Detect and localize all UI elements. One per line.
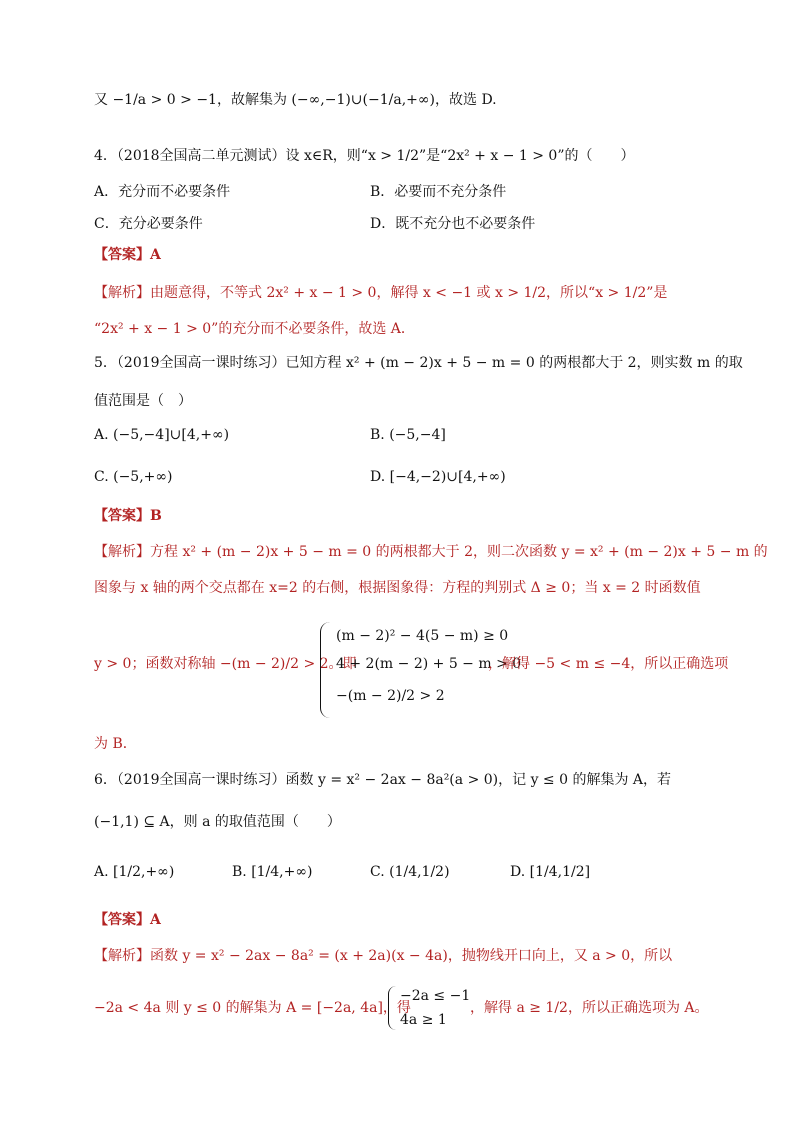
- q4-explanation-line2: “2x² + x − 1 > 0”的充分而不必要条件，故选 A．: [94, 321, 415, 337]
- q6-option-b: B. [1/4,+∞): [232, 864, 313, 880]
- q5-explanation-line5: 为 B．: [94, 736, 137, 752]
- q4-option-d: D．既不充分也不必要条件: [370, 216, 536, 232]
- system-eq-2: 4 + 2(m − 2) + 5 − m > 0: [336, 656, 522, 672]
- q4-explanation-line1: 【解析】由题意得，不等式 2x² + x − 1 > 0，解得 x < −1 或 x > 1/2，所以“x > 1/2”是: [94, 285, 668, 301]
- q5-explanation-line1: 【解析】方程 x² + (m − 2)x + 5 − m = 0 的两根都大于 2，则二次函数 y = x² + (m − 2)x + 5 − m 的: [94, 544, 768, 560]
- question-6-stem-line2: (−1,1) ⊆ A，则 a 的取值范围（ ）: [94, 814, 341, 830]
- q6-answer: 【答案】A: [94, 912, 161, 928]
- q4-option-b: B．必要而不充分条件: [370, 184, 507, 200]
- q4-answer: 【答案】A: [94, 247, 161, 263]
- q5-option-d: D. [−4,−2)∪[4,+∞): [370, 469, 506, 485]
- prev-answer-text: 又 −1/a > 0 > −1，故解集为 (−∞,−1)∪(−1/a,+∞)，故选 D.: [94, 92, 497, 108]
- q5-option-b: B. (−5,−4]: [370, 427, 446, 443]
- q5-option-a: A. (−5,−4]∪[4,+∞): [94, 427, 230, 443]
- system-eq-5: 4a ≥ 1: [400, 1012, 447, 1028]
- question-5-stem-line1: 5．（2019全国高一课时练习）已知方程 x² + (m − 2)x + 5 − m = 0 的两根都大于 2，则实数 m 的取: [94, 355, 743, 371]
- q6-explanation-line2b: ，解得 a ≥ 1/2，所以正确选项为 A。: [470, 1000, 709, 1016]
- q6-option-a: A. [1/2,+∞): [94, 864, 175, 880]
- q6-explanation-line1: 【解析】函数 y = x² − 2ax − 8a² = (x + 2a)(x − 4a)，抛物线开口向上，又 a > 0，所以: [94, 948, 673, 964]
- system-eq-1: (m − 2)² − 4(5 − m) ≥ 0: [336, 628, 509, 644]
- q5-option-c: C. (−5,+∞): [94, 469, 173, 485]
- q6-option-c: C. (1/4,1/2): [370, 864, 450, 880]
- q5-explanation-line3: y > 0；函数对称轴 −(m − 2)/2 > 2。即: [94, 656, 357, 672]
- q4-option-c: C．充分必要条件: [94, 216, 203, 232]
- q5-answer: 【答案】B: [94, 508, 162, 524]
- q4-option-a: A．充分而不必要条件: [94, 184, 231, 200]
- question-5-stem-line2: 值范围是（ ）: [94, 393, 192, 409]
- q5-explanation-line2: 图象与 x 轴的两个交点都在 x=2 的右侧，根据图象得：方程的判别式 Δ ≥ 0；当 x = 2 时函数值: [94, 580, 701, 596]
- question-6-stem-line1: 6．（2019全国高一课时练习）函数 y = x² − 2ax − 8a²(a > 0)，记 y ≤ 0 的解集为 A，若: [94, 772, 672, 788]
- system-brace-2: [388, 986, 399, 1030]
- system-eq-3: −(m − 2)/2 > 2: [336, 688, 445, 704]
- q5-explanation-conclusion: ，解得 −5 < m ≤ −4，所以正确选项: [488, 656, 729, 672]
- q6-explanation-line2a: −2a < 4a 则 y ≤ 0 的解集为 A = [−2a, 4a]，得: [94, 1000, 411, 1016]
- question-4-stem: 4．（2018全国高二单元测试）设 x∈R，则“x > 1/2”是“2x² + x − 1 > 0”的（ ）: [94, 148, 635, 164]
- system-eq-4: −2a ≤ −1: [400, 988, 471, 1004]
- q6-option-d: D. [1/4,1/2]: [510, 864, 591, 880]
- system-brace: [320, 622, 333, 718]
